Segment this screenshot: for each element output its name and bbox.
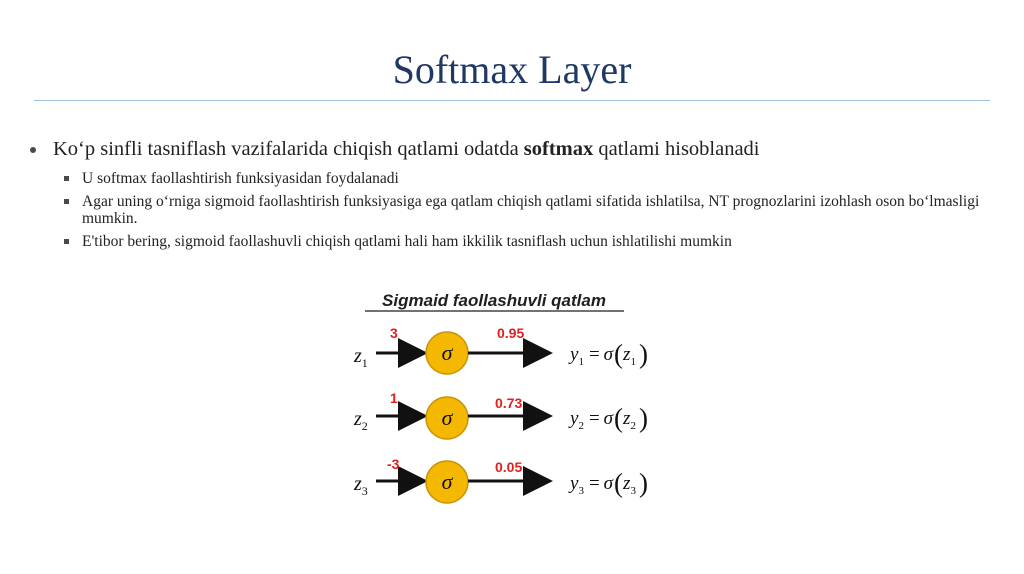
sigma-icon: σ — [441, 405, 453, 430]
neuron-row-2 — [353, 390, 648, 439]
output-equation: $y_3 = \sigma(z_3$ ) — [570, 468, 648, 498]
diagram-heading: Sigmaid faollashuvli qatlam — [382, 291, 606, 310]
output-value: 0.95 — [497, 325, 525, 341]
input-value: 3 — [390, 325, 398, 341]
slide-title: Softmax Layer — [392, 47, 632, 92]
sub-bullet-text: Agar uning o‘rniga sigmoid faollashtirish funksiyasiga ega qatlam chiqish qatlami sifatida ishlatilsa, NT prognozlarini izohlash oson bo‘lmasligi mumkin. — [82, 193, 980, 227]
input-value: 1 — [390, 390, 398, 406]
sigma-icon: σ — [441, 340, 453, 365]
output-equation: $y_1 = \sigma(z_1$ ) — [570, 339, 648, 369]
sub-bullet-text: E'tibor bering, sigmoid faollashuvli chiqish qatlami hali ham ikkilik tasniflash uchun ishlatilishi mumkin — [82, 233, 732, 250]
input-var: $z_2$ — [354, 408, 368, 433]
output-value: 0.05 — [495, 459, 523, 475]
main-bullet-bold: softmax — [523, 138, 594, 160]
neuron-row-1 — [353, 325, 648, 374]
sub-bullet-text: U softmax faollashtirish funksiyasidan foydalanadi — [82, 170, 399, 187]
input-var: $z_1$ — [354, 345, 368, 370]
sigma-icon: σ — [441, 469, 453, 494]
main-bullet-text-after: qatlami hisoblanadi — [593, 138, 760, 160]
output-equation: $y_2 = \sigma(z_2$ ) — [570, 403, 648, 433]
input-var: $z_3$ — [354, 473, 368, 498]
main-bullet-text-before: Ko‘p sinfli tasniflash vazifalarida chiqish qatlami odatda — [53, 138, 524, 160]
input-value: -3 — [387, 456, 400, 472]
output-value: 0.73 — [495, 395, 523, 411]
neuron-row-3 — [353, 456, 648, 503]
